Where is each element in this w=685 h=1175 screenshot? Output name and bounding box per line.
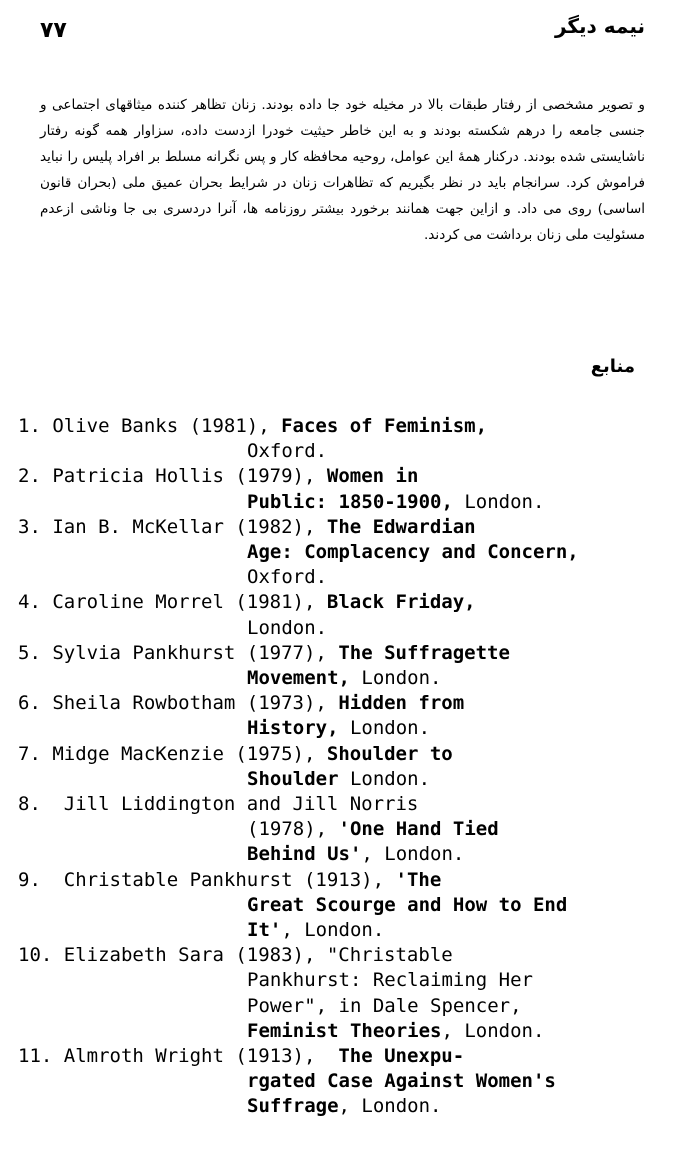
reference-continuation-line	[247, 1069, 683, 1094]
reference-continuation-line	[247, 817, 683, 842]
reference-author-year: Midge MacKenzie (1975),	[52, 742, 327, 765]
reference-continuation-line	[247, 767, 683, 792]
reference-title: Shoulder	[247, 767, 339, 790]
reference-text: , London.	[441, 1019, 545, 1042]
running-title: نیمه دیگر	[554, 14, 645, 38]
reference-first-line	[18, 515, 683, 540]
reference-title: It'	[247, 919, 282, 942]
reference-author-year: Sheila Rowbotham (1973),	[52, 692, 339, 715]
reference-title: Shoulder to	[326, 742, 453, 765]
reference-title: Feminist Theories	[247, 1019, 442, 1042]
reference-item	[18, 464, 683, 514]
body-paragraph: و تصویر مشخصی از رفتار طبقات بالا در مخیله خود جا داده بودند. زنان تظاهر کننده میثاقهای اجتماعی و جنسی جامعه را درهم شکسته بودند و به این خاطر حیثیت خودرا ازدست داده، سزاوار همه گونه رفتار ناشایستی شده بودند. درکنار همهٔ این عوامل، روحیه محافظه کار و پس نگرانه مسلط بر افراد پلیس را نباید فراموش کرد. سرانجام باید در نظر بگیریم که تظاهرات زنان در شرایط بحران عمیق ملی (بحران قانون اساسی) روی می داد. و ازاین جهت همانند برخورد بیشتر روزنامه ها، آنرا دردسری بی جا وناشی ازعدم مسئولیت ملی زنان برداشت می کردند.	[40, 97, 645, 243]
reference-first-line	[18, 691, 683, 716]
reference-number: 4.	[18, 591, 53, 614]
reference-continuation-line	[247, 666, 683, 691]
reference-number: 6.	[18, 692, 53, 715]
reference-title: History,	[247, 717, 339, 740]
reference-item	[18, 742, 683, 792]
reference-item	[18, 943, 683, 1044]
page-number: ۷۷	[40, 18, 67, 43]
reference-author-year: Ian B. McKellar (1982),	[52, 515, 327, 538]
reference-number: 5.	[18, 641, 53, 664]
reference-first-line	[18, 943, 683, 968]
reference-title: Great Scourge and How to End	[247, 893, 568, 916]
reference-number: 10.	[18, 944, 53, 967]
reference-item	[18, 641, 683, 691]
reference-text: Oxford.	[247, 566, 328, 589]
reference-text: (1978),	[247, 818, 339, 841]
reference-title: Movement,	[247, 667, 350, 690]
reference-author-year: Patricia Hollis (1979),	[52, 465, 327, 488]
reference-title: Public: 1850-1900,	[247, 490, 453, 513]
reference-continuation-line	[247, 1019, 683, 1044]
reference-title: Suffrage	[247, 1095, 339, 1118]
reference-title: 'One Hand Tied	[338, 818, 499, 841]
reference-first-line	[18, 868, 683, 893]
reference-text: London.	[338, 767, 431, 790]
reference-continuation-line	[247, 616, 683, 641]
reference-title: The Unexpu-	[338, 1045, 465, 1068]
reference-first-line	[18, 792, 683, 817]
reference-text: , London.	[338, 1095, 442, 1118]
reference-title: The Edwardian	[326, 515, 476, 538]
reference-number: 9.	[18, 868, 53, 891]
reference-text: London.	[349, 667, 442, 690]
reference-item	[18, 515, 683, 591]
reference-list	[18, 414, 683, 1120]
reference-text: , London.	[281, 919, 385, 942]
reference-title: Behind Us'	[247, 843, 362, 866]
reference-first-line	[18, 742, 683, 767]
reference-number: 1.	[18, 415, 53, 437]
reference-item	[18, 792, 683, 868]
reference-text: Oxford.	[247, 440, 328, 463]
reference-author-year: Elizabeth Sara (1983), "Christable	[52, 944, 453, 967]
reference-title: Hidden from	[338, 692, 465, 715]
reference-continuation-line	[247, 540, 683, 565]
reference-title: Faces of Feminism,	[281, 415, 488, 437]
reference-number: 11.	[18, 1045, 53, 1068]
reference-author-year: Almroth Wright (1913),	[52, 1045, 339, 1068]
reference-author-year: Jill Liddington and Jill Norris	[52, 793, 419, 816]
reference-title: rgated Case Against Women's	[247, 1070, 556, 1093]
reference-continuation-line	[247, 968, 683, 993]
reference-first-line	[18, 1044, 683, 1069]
reference-first-line	[18, 414, 683, 439]
reference-first-line	[18, 464, 683, 489]
reference-text: London.	[338, 717, 431, 740]
reference-number: 3.	[18, 515, 53, 538]
reference-author-year: Caroline Morrel (1981),	[52, 591, 327, 614]
reference-item	[18, 590, 683, 640]
reference-item	[18, 414, 683, 464]
reference-author-year: Sylvia Pankhurst (1977),	[52, 641, 339, 664]
references-heading: منابع	[590, 356, 635, 377]
reference-title: Women in	[326, 465, 419, 488]
reference-first-line	[18, 641, 683, 666]
reference-number: 7.	[18, 742, 53, 765]
reference-continuation-line	[247, 439, 683, 464]
reference-text: London.	[452, 490, 545, 513]
reference-title: The Suffragette	[338, 641, 510, 664]
reference-item	[18, 868, 683, 944]
reference-author-year: Olive Banks (1981),	[52, 415, 282, 437]
reference-continuation-line	[247, 893, 683, 918]
reference-text: , London.	[361, 843, 465, 866]
reference-continuation-line	[247, 918, 683, 943]
reference-title: Black Friday,	[326, 591, 476, 614]
reference-number: 8.	[18, 793, 53, 816]
reference-title: 'The	[395, 868, 442, 891]
reference-item	[18, 1044, 683, 1120]
reference-title: Age: Complacency and Concern,	[247, 541, 579, 564]
reference-text: Pankhurst: Reclaiming Her	[247, 969, 533, 992]
reference-continuation-line	[247, 565, 683, 590]
reference-number: 2.	[18, 465, 53, 488]
reference-continuation-line	[247, 1094, 683, 1119]
reference-text: London.	[247, 616, 328, 639]
reference-continuation-line	[247, 994, 683, 1019]
reference-continuation-line	[247, 716, 683, 741]
reference-author-year: Christable Pankhurst (1913),	[52, 868, 396, 891]
reference-continuation-line	[247, 842, 683, 867]
reference-text: Power", in Dale Spencer,	[247, 994, 522, 1017]
reference-item	[18, 691, 683, 741]
reference-continuation-line	[247, 490, 683, 515]
reference-first-line	[18, 590, 683, 615]
